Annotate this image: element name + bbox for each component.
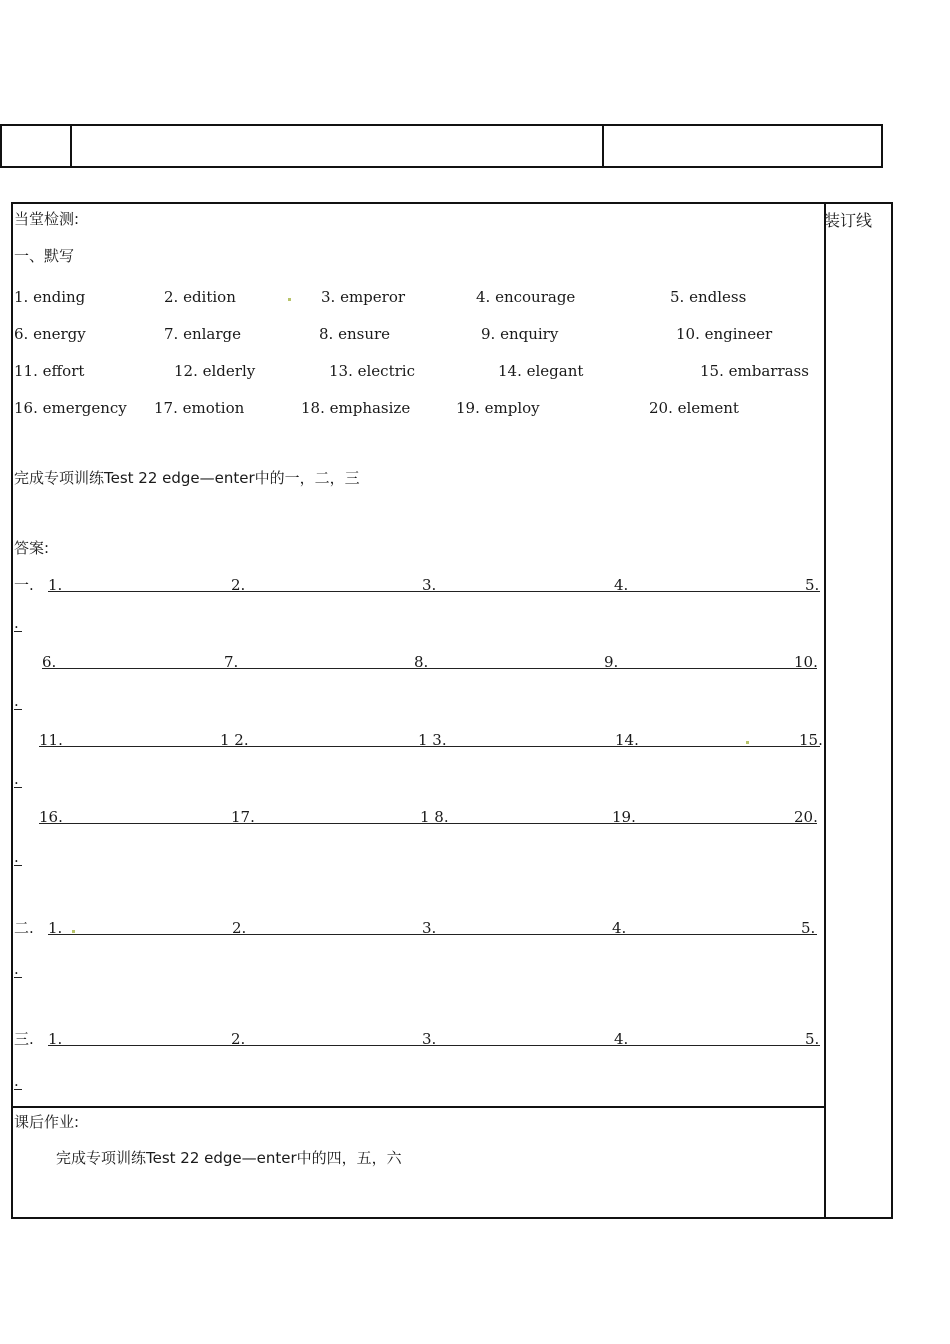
section-title: 当堂检测: xyxy=(14,210,80,228)
blank-label: 4. xyxy=(614,576,629,594)
row-tail-dot: . xyxy=(14,614,19,632)
word-item: 17. emotion xyxy=(154,399,245,417)
tail-underline xyxy=(14,631,22,632)
word-item: 3. emperor xyxy=(321,288,406,306)
blank-label: 20. xyxy=(794,808,818,826)
blank-label: 2. xyxy=(232,919,247,937)
answer-line[interactable] xyxy=(48,934,817,935)
answer-line[interactable] xyxy=(42,668,817,669)
blank-label: 7. xyxy=(224,653,239,671)
word-item: 19. employ xyxy=(456,399,540,417)
answer-title: 答案: xyxy=(14,539,50,557)
row-tail-dot: . xyxy=(14,692,19,710)
word-item: 10. engineer xyxy=(676,325,773,343)
blank-label: 3. xyxy=(422,919,437,937)
dictation-title: 一、默写 xyxy=(14,247,75,265)
blank-label: 2. xyxy=(231,576,246,594)
header-divider-2 xyxy=(602,126,604,166)
homework-divider xyxy=(13,1106,824,1108)
word-item: 12. elderly xyxy=(174,362,256,380)
answer-prefix: 二. xyxy=(14,919,34,937)
tail-underline xyxy=(14,977,22,978)
word-item: 5. endless xyxy=(670,288,747,306)
answer-line[interactable] xyxy=(39,823,817,824)
blank-label: 10. xyxy=(794,653,818,671)
word-item: 11. effort xyxy=(14,362,85,380)
blank-label: 1 8. xyxy=(420,808,449,826)
tail-underline xyxy=(14,787,22,788)
blank-label: 5. xyxy=(805,576,820,594)
answer-line[interactable] xyxy=(39,746,820,747)
blank-label: 4. xyxy=(612,919,627,937)
blank-label: 8. xyxy=(414,653,429,671)
tail-underline xyxy=(14,865,22,866)
row-tail-dot: . xyxy=(14,848,19,866)
header-divider-1 xyxy=(70,126,72,166)
binding-column-divider xyxy=(824,204,826,1217)
word-item: 18. emphasize xyxy=(301,399,411,417)
blank-label: 16. xyxy=(39,808,63,826)
blank-label: 2. xyxy=(231,1030,246,1048)
answer-line[interactable] xyxy=(48,591,820,592)
word-item: 8. ensure xyxy=(319,325,391,343)
word-item: 9. enquiry xyxy=(481,325,559,343)
blank-label: 15. xyxy=(799,731,823,749)
binding-label: 装订线 xyxy=(824,211,873,230)
stray-dot xyxy=(288,298,291,301)
word-item: 16. emergency xyxy=(14,399,127,417)
blank-label: 1. xyxy=(48,576,63,594)
worksheet-frame xyxy=(11,202,893,1219)
blank-label: 1. xyxy=(48,1030,63,1048)
word-item: 15. embarrass xyxy=(700,362,809,380)
header-table xyxy=(0,124,883,168)
blank-label: 3. xyxy=(422,576,437,594)
word-item: 6. energy xyxy=(14,325,86,343)
blank-label: 4. xyxy=(614,1030,629,1048)
tail-underline xyxy=(14,1089,22,1090)
answer-prefix: 三. xyxy=(14,1030,34,1048)
stray-dot xyxy=(72,930,75,933)
answer-prefix: 一. xyxy=(14,576,34,594)
blank-label: 1 3. xyxy=(418,731,447,749)
row-tail-dot: . xyxy=(14,770,19,788)
task-line: 完成专项训练Test 22 edge—enter中的一，二，三 xyxy=(14,469,360,487)
blank-label: 11. xyxy=(39,731,63,749)
word-item: 7. enlarge xyxy=(164,325,242,343)
blank-label: 6. xyxy=(42,653,57,671)
homework-line: 完成专项训练Test 22 edge—enter中的四，五，六 xyxy=(56,1149,402,1167)
row-tail-dot: . xyxy=(14,1072,19,1090)
blank-label: 1. xyxy=(48,919,63,937)
blank-label: 5. xyxy=(801,919,816,937)
row-tail-dot: . xyxy=(14,960,19,978)
answer-line[interactable] xyxy=(48,1045,820,1046)
tail-underline xyxy=(14,709,22,710)
stray-dot xyxy=(746,741,749,744)
blank-label: 1 2. xyxy=(220,731,249,749)
word-item: 20. element xyxy=(649,399,739,417)
word-item: 2. edition xyxy=(164,288,236,306)
blank-label: 19. xyxy=(612,808,636,826)
homework-title: 课后作业: xyxy=(14,1113,80,1131)
word-item: 14. elegant xyxy=(498,362,584,380)
word-item: 4. encourage xyxy=(476,288,576,306)
blank-label: 17. xyxy=(231,808,255,826)
blank-label: 14. xyxy=(615,731,639,749)
blank-label: 9. xyxy=(604,653,619,671)
blank-label: 5. xyxy=(805,1030,820,1048)
word-item: 13. electric xyxy=(329,362,415,380)
blank-label: 3. xyxy=(422,1030,437,1048)
word-item: 1. ending xyxy=(14,288,86,306)
